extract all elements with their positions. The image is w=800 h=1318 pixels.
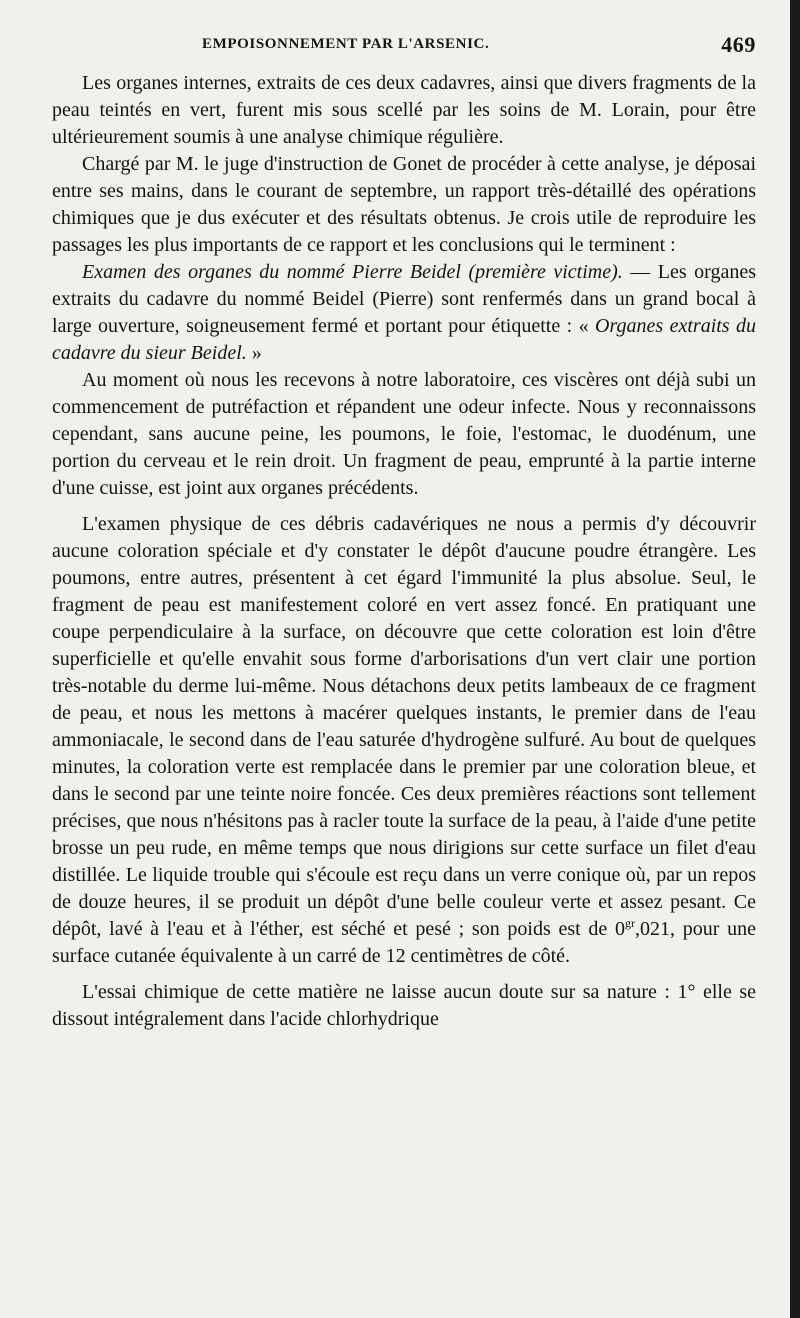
paragraph-5 [52, 511, 756, 970]
weight-unit: gr [625, 916, 636, 930]
page-header [52, 34, 756, 64]
closing-quote: » [251, 342, 262, 364]
body-text [52, 70, 756, 1033]
running-title: EMPOISONNEMENT PAR L'ARSENIC. [202, 36, 490, 52]
section-heading: Examen des organes du nommé Pierre Beidel (première victime). [82, 261, 623, 283]
paragraph-1: Les organes internes, extraits de ces deux cadavres, ainsi que divers fragments de la peau teintés en vert, furent mis sous scellé par les soins de M. Lorain, pour être ultérieurement soumis à une analyse chimique régulière. [52, 72, 756, 148]
paragraph-2: Chargé par M. le juge d'instruction de Gonet de procéder à cette analyse, je déposai entre ses mains, dans le courant de septembre, un rapport très-détaillé des opérations chimiques que je dus exécuter et des résultats obtenus. Je crois utile de reproduire les passages les plus importants de ce rapport et les conclusions qui le terminent : [52, 153, 756, 256]
jar-label: Organes extraits du cadavre du sieur Beidel. [52, 315, 757, 364]
paragraph-4: Au moment où nous les recevons à notre laboratoire, ces viscères ont déjà subi un commencement de putréfaction et répandent une odeur infecte. Nous y reconnaissons cependant, sans aucune peine, les poumons, le foie, l'estomac, le duodénum, une portion du cerveau et le rein droit. Un fragment de peau, emprunté à la partie interne d'une cuisse, est joint aux organes précédents. [52, 369, 756, 499]
paragraph-6: L'essai chimique de cette matière ne laisse aucun doute sur sa nature : 1° elle se dissout intégralement dans l'acide chlorhydrique [52, 981, 756, 1030]
paragraph-5-rest: ,021, pour une surface cutanée équivalente à un carré de 12 centimètres de côté. [52, 918, 756, 967]
page-number: 469 [721, 32, 756, 57]
paragraph-5-text: L'examen physique de ces débris cadavériques ne nous a permis d'y découvrir aucune coloration spéciale et d'y constater le dépôt d'aucune poudre étrangère. Les poumons, entre autres, présentent à cet égard l'immunité la plus absolue. Seul, le fragment de peau est manifestement coloré en vert assez foncé. En pratiquant une coupe perpendiculaire à la surface, on découvre que cette coloration est loin d'être superficielle et qu'elle envahit sous forme d'arborisations d'un vert clair une portion très-notable du derme lui-même. Nous détachons deux petits lambeaux de ce fragment de peau, et nous les mettons à macérer quelques instants, le premier dans de l'eau ammoniacale, le second dans de l'eau saturée d'hydrogène sulfuré. Au bout de quelques minutes, la coloration verte est remplacée dans le premier par une coloration bleue, et dans le second par une teinte noire foncée. Ces deux premières réactions sont tellement précises, que nous n'hésitons pas à racler toute la surface de la peau, à l'aide d'une petite brosse un peu rude, en même temps que nous dirigions sur cette surface un filet d'eau distillée. Le liquide trouble qui s'écoule est reçu dans un verre conique où, par un repos de douze heures, il se produit un dépôt d'une belle couleur verte et assez pesant. Ce dépôt, lavé à l'eau et à l'éther, est séché et pesé ; son poids est de 0 [52, 513, 756, 940]
paragraph-3-text: — Les organes extraits du cadavre du nommé Beidel (Pierre) sont renfermés dans un grand bocal à large ouverture, soigneusement fermé et portant pour étiquette : « [52, 261, 756, 337]
paragraph-3 [52, 259, 756, 367]
